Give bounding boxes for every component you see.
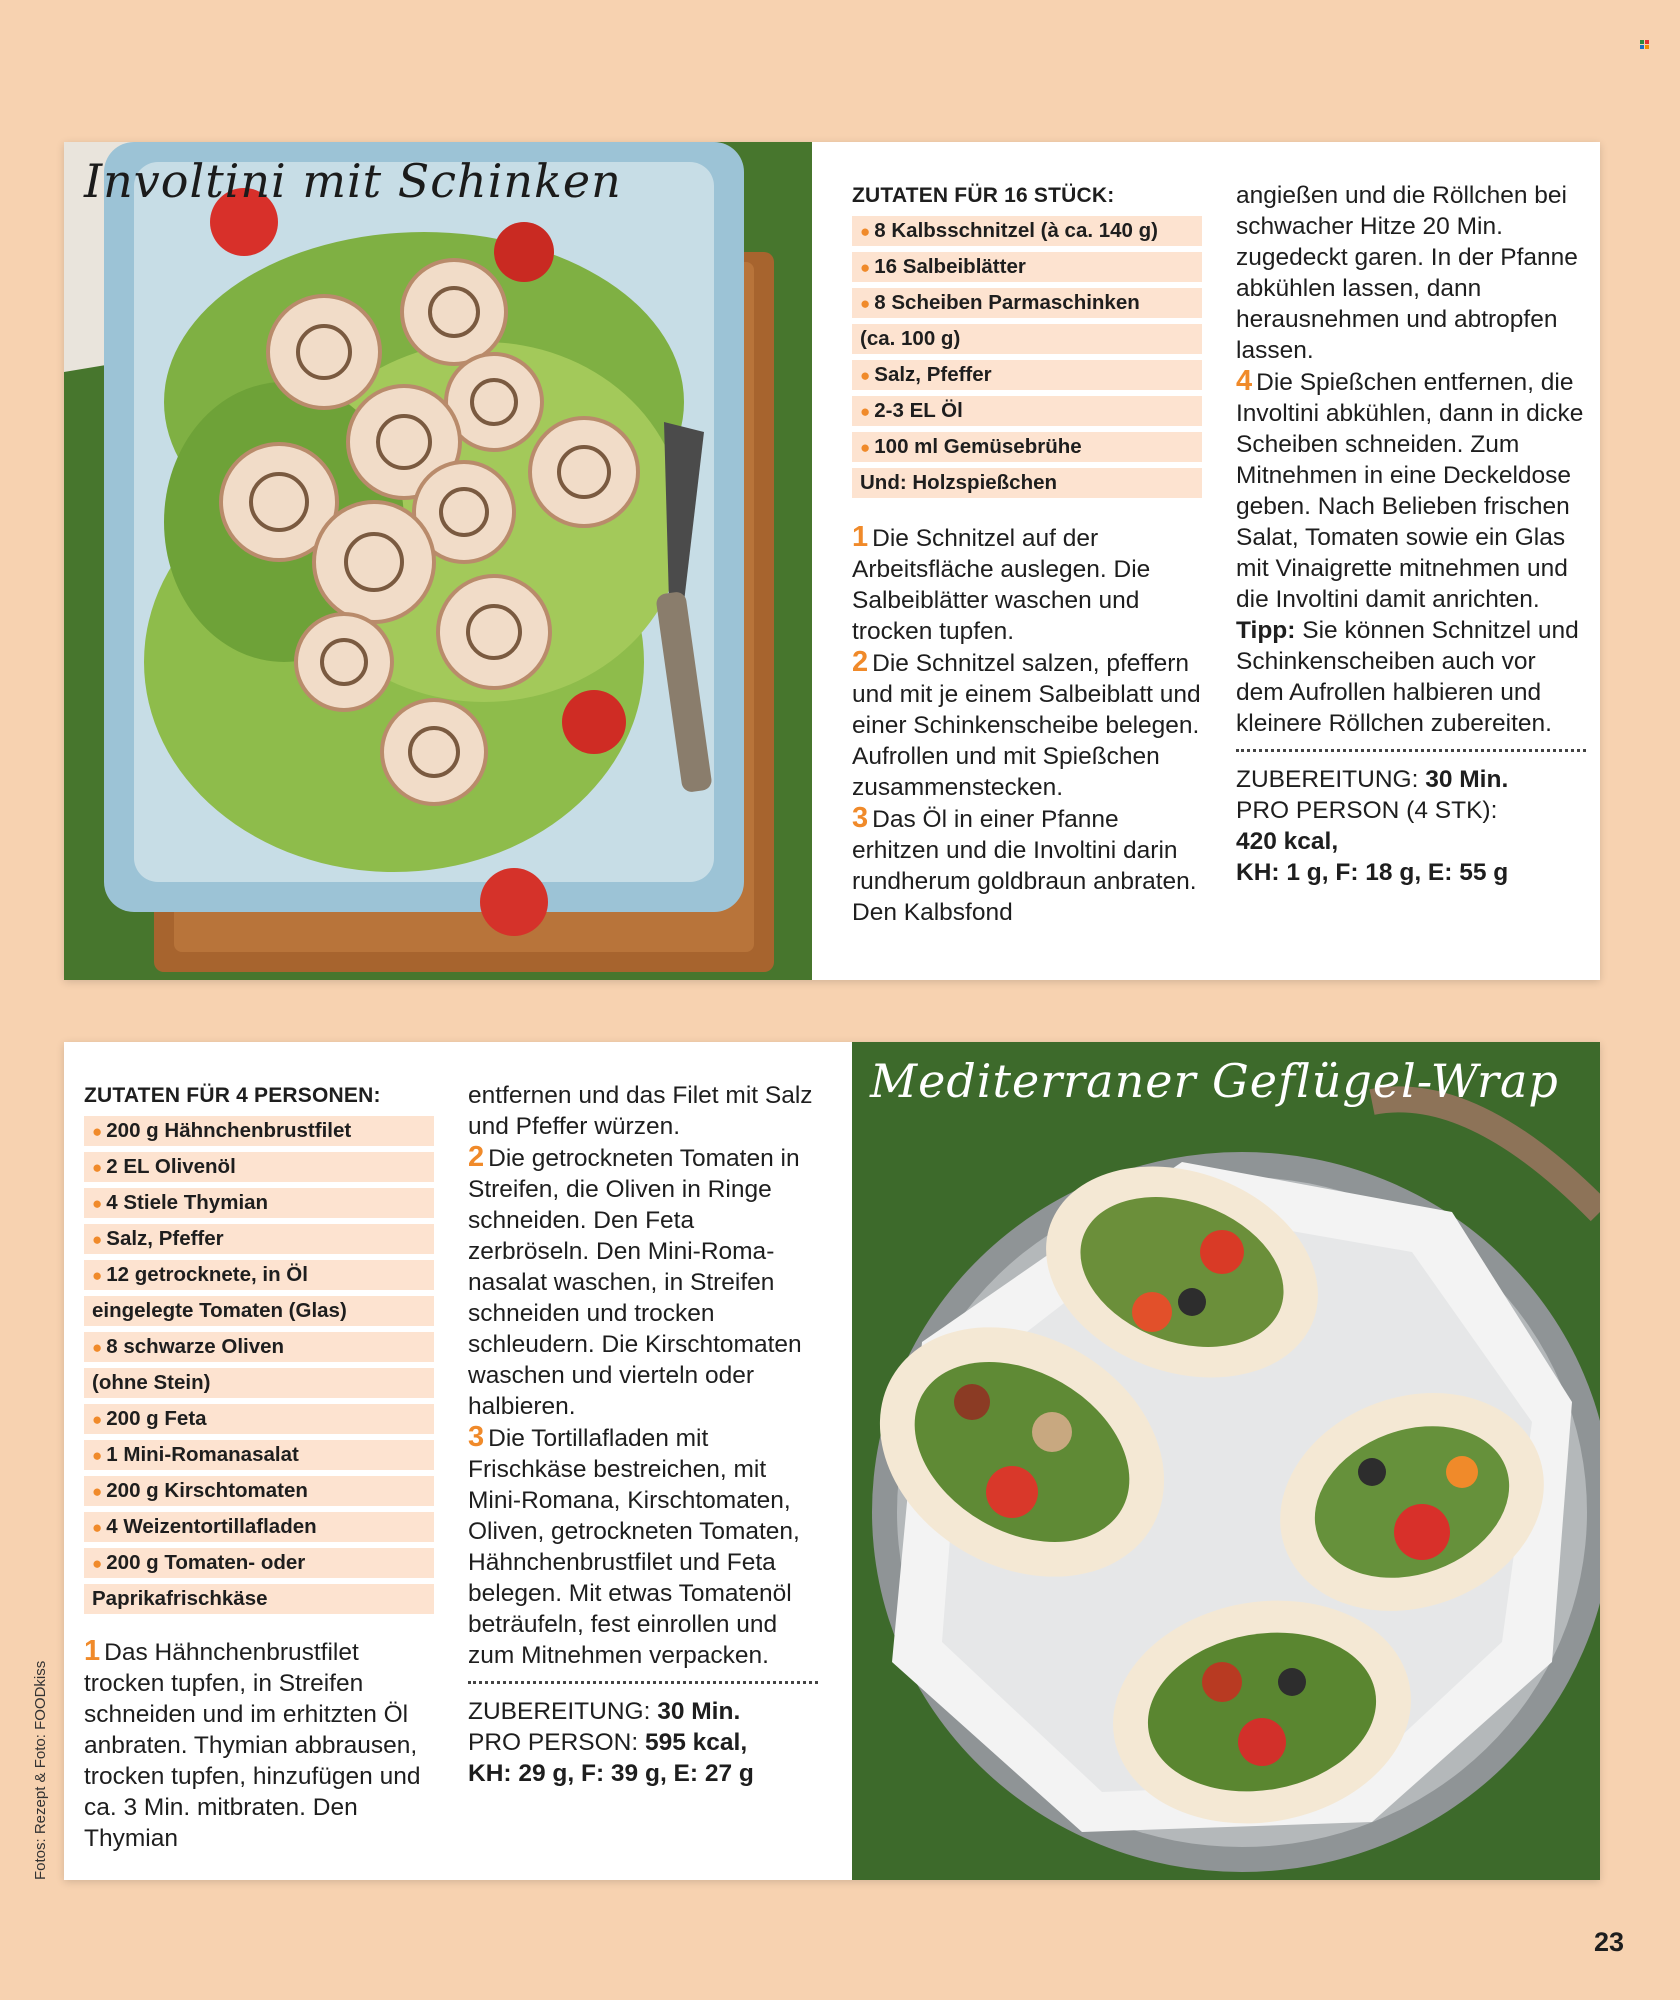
recipe1-step-1: 1 Die Schnitzel auf der Arbeitsfläche auslegen. Die Salbeiblätter waschen und trocken tupfen. xyxy=(852,521,1151,645)
recipe1-step-2: 2 Die Schnitzel salzen, pfeffern und mit je einem Salbeiblatt und einer Schinkenscheibe belegen. Aufrollen und mit Spießchen zusammenstecken. xyxy=(852,646,1201,801)
bullet-icon: ● xyxy=(92,1194,103,1213)
bullet-icon: ● xyxy=(92,1482,103,1501)
ingredient-item: ● 1 Mini-Romanasalat xyxy=(84,1440,434,1470)
page-number: 23 xyxy=(1593,1927,1624,1957)
bullet-icon: ● xyxy=(92,1230,103,1249)
ingredient-item: ● 200 g Hähnchenbrustfilet xyxy=(84,1116,434,1146)
recipe2-steps-b xyxy=(468,1080,818,1789)
bullet-icon: ● xyxy=(92,1158,103,1177)
bullet-icon: ● xyxy=(92,1410,103,1429)
recipe2-step-3: 3 Die Tortillafladen mit Frischkäse bestreichen, mit Mini-Romana, Kirschtomaten, Oliven, getrockneten Tomaten, Hähnchenbrustfilet und Feta belegen. Mit etwas Tomatenöl beträufeln, fest einrollen und zum Mitnehmen verpacken. xyxy=(468,1421,800,1669)
recipe1-ingredients xyxy=(852,184,1202,928)
recipe-card-involtini xyxy=(64,142,1600,980)
ingredient-item: ● 4 Weizentortillafladen xyxy=(84,1512,434,1542)
recipe1-title: Involtini mit Schinken xyxy=(84,154,622,208)
ingredient-item: ● 8 schwarze Oliven xyxy=(84,1332,434,1362)
recipe1-step-3-cont: angießen und die Röllchen bei schwacher Hitze 20 Min. zugedeckt garen. In der Pfanne abkühlen lassen, dann herausnehmen und abtropfen lassen. xyxy=(1236,182,1578,364)
bullet-icon: ● xyxy=(92,1446,103,1465)
recipe1-steps-b xyxy=(1236,180,1586,888)
ingredient-item: (ca. 100 g) xyxy=(852,324,1202,354)
recipe1-ingredients-title: ZUTATEN FÜR 16 STÜCK: xyxy=(852,184,1115,207)
bullet-icon: ● xyxy=(92,1554,103,1573)
ingredient-item: ● 200 g Tomaten- oder xyxy=(84,1548,434,1578)
ingredient-item: Paprikafrischkäse xyxy=(84,1584,434,1614)
ingredient-item: ● Salz, Pfeffer xyxy=(852,360,1202,390)
ingredient-item: ● 4 Stiele Thymian xyxy=(84,1188,434,1218)
recipe2-divider xyxy=(468,1681,818,1684)
ingredient-item: ● 200 g Kirschtomaten xyxy=(84,1476,434,1506)
recipe1-divider xyxy=(1236,749,1586,752)
bullet-icon: ● xyxy=(860,294,871,313)
recipe1-step-3: 3 Das Öl in einer Pfanne erhitzen und die Involtini darin rundherum goldbraun anbraten. Den Kalbsfond xyxy=(852,802,1197,926)
ingredient-item: ● 8 Scheiben Parmaschinken xyxy=(852,288,1202,318)
bullet-icon: ● xyxy=(92,1338,103,1357)
photo-credit: Fotos: Rezept & Foto: FOODkiss xyxy=(32,1660,49,1880)
ingredient-item: ● 100 ml Gemüsebrühe xyxy=(852,432,1202,462)
bullet-icon: ● xyxy=(92,1518,103,1537)
bullet-icon: ● xyxy=(92,1266,103,1285)
ingredient-item: Und: Holzspießchen xyxy=(852,468,1202,498)
bullet-icon: ● xyxy=(860,366,871,385)
bullet-icon: ● xyxy=(92,1122,103,1141)
recipe1-ingredient-list xyxy=(852,216,1202,498)
involtini-photo xyxy=(64,142,812,980)
recipe2-ingredients xyxy=(84,1084,434,1854)
wrap-photo-illustration xyxy=(852,1042,1600,1880)
recipe2-step-1-cont: entfernen und das Filet mit Salz und Pfeffer würzen. xyxy=(468,1082,813,1140)
recipe1-tip: Sie können Schnitzel und Schinkenscheiben auch vor dem Aufrollen halbieren und kleinere Röllchen zubereiten. xyxy=(1236,617,1579,737)
recipe2-title: Mediterraner Geflügel-Wrap xyxy=(870,1054,1559,1108)
ingredient-item: ● 200 g Feta xyxy=(84,1404,434,1434)
ingredient-item: eingelegte Tomaten (Glas) xyxy=(84,1296,434,1326)
recipe2-ingredients-title: ZUTATEN FÜR 4 PERSONEN: xyxy=(84,1084,381,1107)
recipe2-info: ZUBEREITUNG: 30 Min. PRO PERSON: 595 kcal, KH: 29 g, F: 39 g, E: 27 g xyxy=(468,1698,754,1787)
ingredient-item: ● 12 getrocknete, in Öl xyxy=(84,1260,434,1290)
recipe2-step-2: 2 Die getrockneten Tomaten in Streifen, die Oliven in Ringe schneiden. Den Feta zerbröseln. Den Mini-Romanasalat waschen, in Streifen schneiden und trocken schleudern. Die Kirschtomaten waschen und vierteln oder halbieren. xyxy=(468,1141,802,1420)
recipe2-steps-a xyxy=(84,1636,434,1854)
recipe-card-wrap xyxy=(64,1042,1600,1880)
ingredient-item: (ohne Stein) xyxy=(84,1368,434,1398)
recipe1-info: ZUBEREITUNG: 30 Min. PRO PERSON (4 STK): 420 kcal, KH: 1 g, F: 18 g, E: 55 g xyxy=(1236,766,1509,886)
bullet-icon: ● xyxy=(860,438,871,457)
recipe1-step-4: 4 Die Spießchen entfernen, die Involtini abkühlen, dann in dicke Scheiben schneiden. Zum Mitnehmen in eine Deckeldose geben. Nach Belieben frischen Salat, Tomaten sowie ein Glas mit Vinaigrette mitnehmen und die Involtini damit anrichten. Tipp: Sie können Schnitzel und Schinkenscheiben auch vor dem Aufrollen halbieren und kleinere Röllchen zubereiten. xyxy=(1236,365,1584,737)
bullet-icon: ● xyxy=(860,402,871,421)
recipe1-tip-label: Tipp: xyxy=(1236,617,1296,644)
recipe1-steps-a xyxy=(852,522,1202,928)
ingredient-item: ● 8 Kalbsschnitzel (à ca. 140 g) xyxy=(852,216,1202,246)
bullet-icon: ● xyxy=(860,258,871,277)
wrap-photo xyxy=(852,1042,1600,1880)
ingredient-item: ● Salz, Pfeffer xyxy=(84,1224,434,1254)
ingredient-item: ● 16 Salbeiblätter xyxy=(852,252,1202,282)
ingredient-item: ● 2-3 EL Öl xyxy=(852,396,1202,426)
ingredient-item: ● 2 EL Olivenöl xyxy=(84,1152,434,1182)
involtini-photo-illustration xyxy=(64,142,812,980)
recipe2-ingredient-list xyxy=(84,1116,434,1614)
bullet-icon: ● xyxy=(860,222,871,241)
recipe2-step-1: 1 Das Hähnchenbrustfilet trocken tupfen, in Streifen schneiden und im erhitzten Öl anbraten. Thymian abbrausen, trocken tupfen, hinzufügen und ca. 3 Min. mitbraten. Den Thymian xyxy=(84,1635,421,1852)
corner-mark-icon xyxy=(1640,40,1650,50)
